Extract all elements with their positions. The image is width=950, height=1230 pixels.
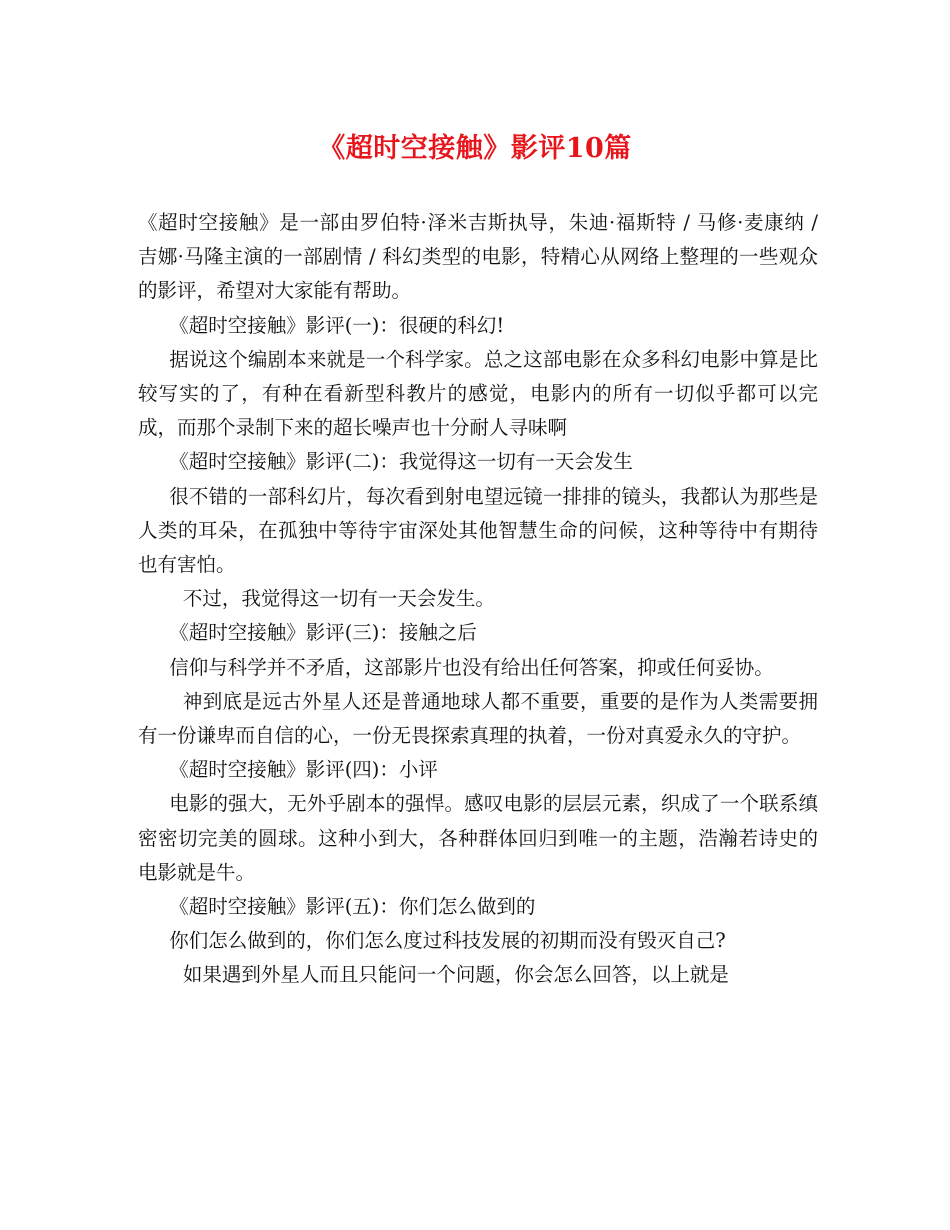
review-heading-5: 《超时空接触》影评(五)：你们怎么做到的: [169, 895, 536, 919]
intro-paragraph: 《超时空接触》是一部由罗伯特·泽米吉斯执导，朱迪·福斯特 / 马修·麦康纳 / 吉娜·马隆主演的一部剧情 / 科幻类型的电影，特精心从网络上整理的一些观众的影评，希望对大家能有帮助。: [138, 211, 818, 303]
review-heading-2: 《超时空接触》影评(二)：我觉得这一切有一天会发生: [169, 450, 633, 474]
review-paragraph-5a: 你们怎么做到的，你们怎么度过科技发展的初期而没有毁灭自己?: [169, 929, 726, 953]
review-paragraph-3a: 信仰与科学并不矛盾，这部影片也没有给出任何答案，抑或任何妥协。: [169, 655, 774, 679]
document-title: 《超时空接触》影评10篇: [318, 133, 632, 164]
document-body: [138, 206, 818, 993]
review-heading-4: 《超时空接触》影评(四)：小评: [169, 758, 438, 782]
review-heading-3: 《超时空接触》影评(三)：接触之后: [169, 621, 477, 645]
review-heading-1: 《超时空接触》影评(一)：很硬的科幻!: [169, 313, 505, 337]
review-paragraph-2a: 很不错的一部科幻片，每次看到射电望远镜一排排的镜头，我都认为那些是人类的耳朵，在孤独中等待宇宙深处其他智慧生命的问候，这种等待中有期待也有害怕。: [138, 484, 818, 577]
review-paragraph-3b: 神到底是远古外星人还是普通地球人都不重要，重要的是作为人类需要拥有一份谦卑而自信的心，一份无畏探索真理的执着，一份对真爱永久的守护。: [138, 689, 818, 748]
review-paragraph-5b: 如果遇到外星人而且只能问一个问题，你会怎么回答，以上就是: [182, 963, 729, 987]
review-paragraph-4: 电影的强大，无外乎剧本的强悍。感叹电影的层层元素，织成了一个联系缜密密切完美的圆球。这种小到大，各种群体回归到唯一的主题，浩瀚若诗史的电影就是牛。: [138, 792, 818, 884]
review-paragraph-1: 据说这个编剧本来就是一个科学家。总之这部电影在众多科幻电影中算是比较写实的了，有种在看新型科教片的感觉，电影内的所有一切似乎都可以完成，而那个录制下来的超长噪声也十分耐人寻味啊: [138, 347, 818, 440]
review-paragraph-2b: 不过，我觉得这一切有一天会发生。: [182, 587, 495, 611]
